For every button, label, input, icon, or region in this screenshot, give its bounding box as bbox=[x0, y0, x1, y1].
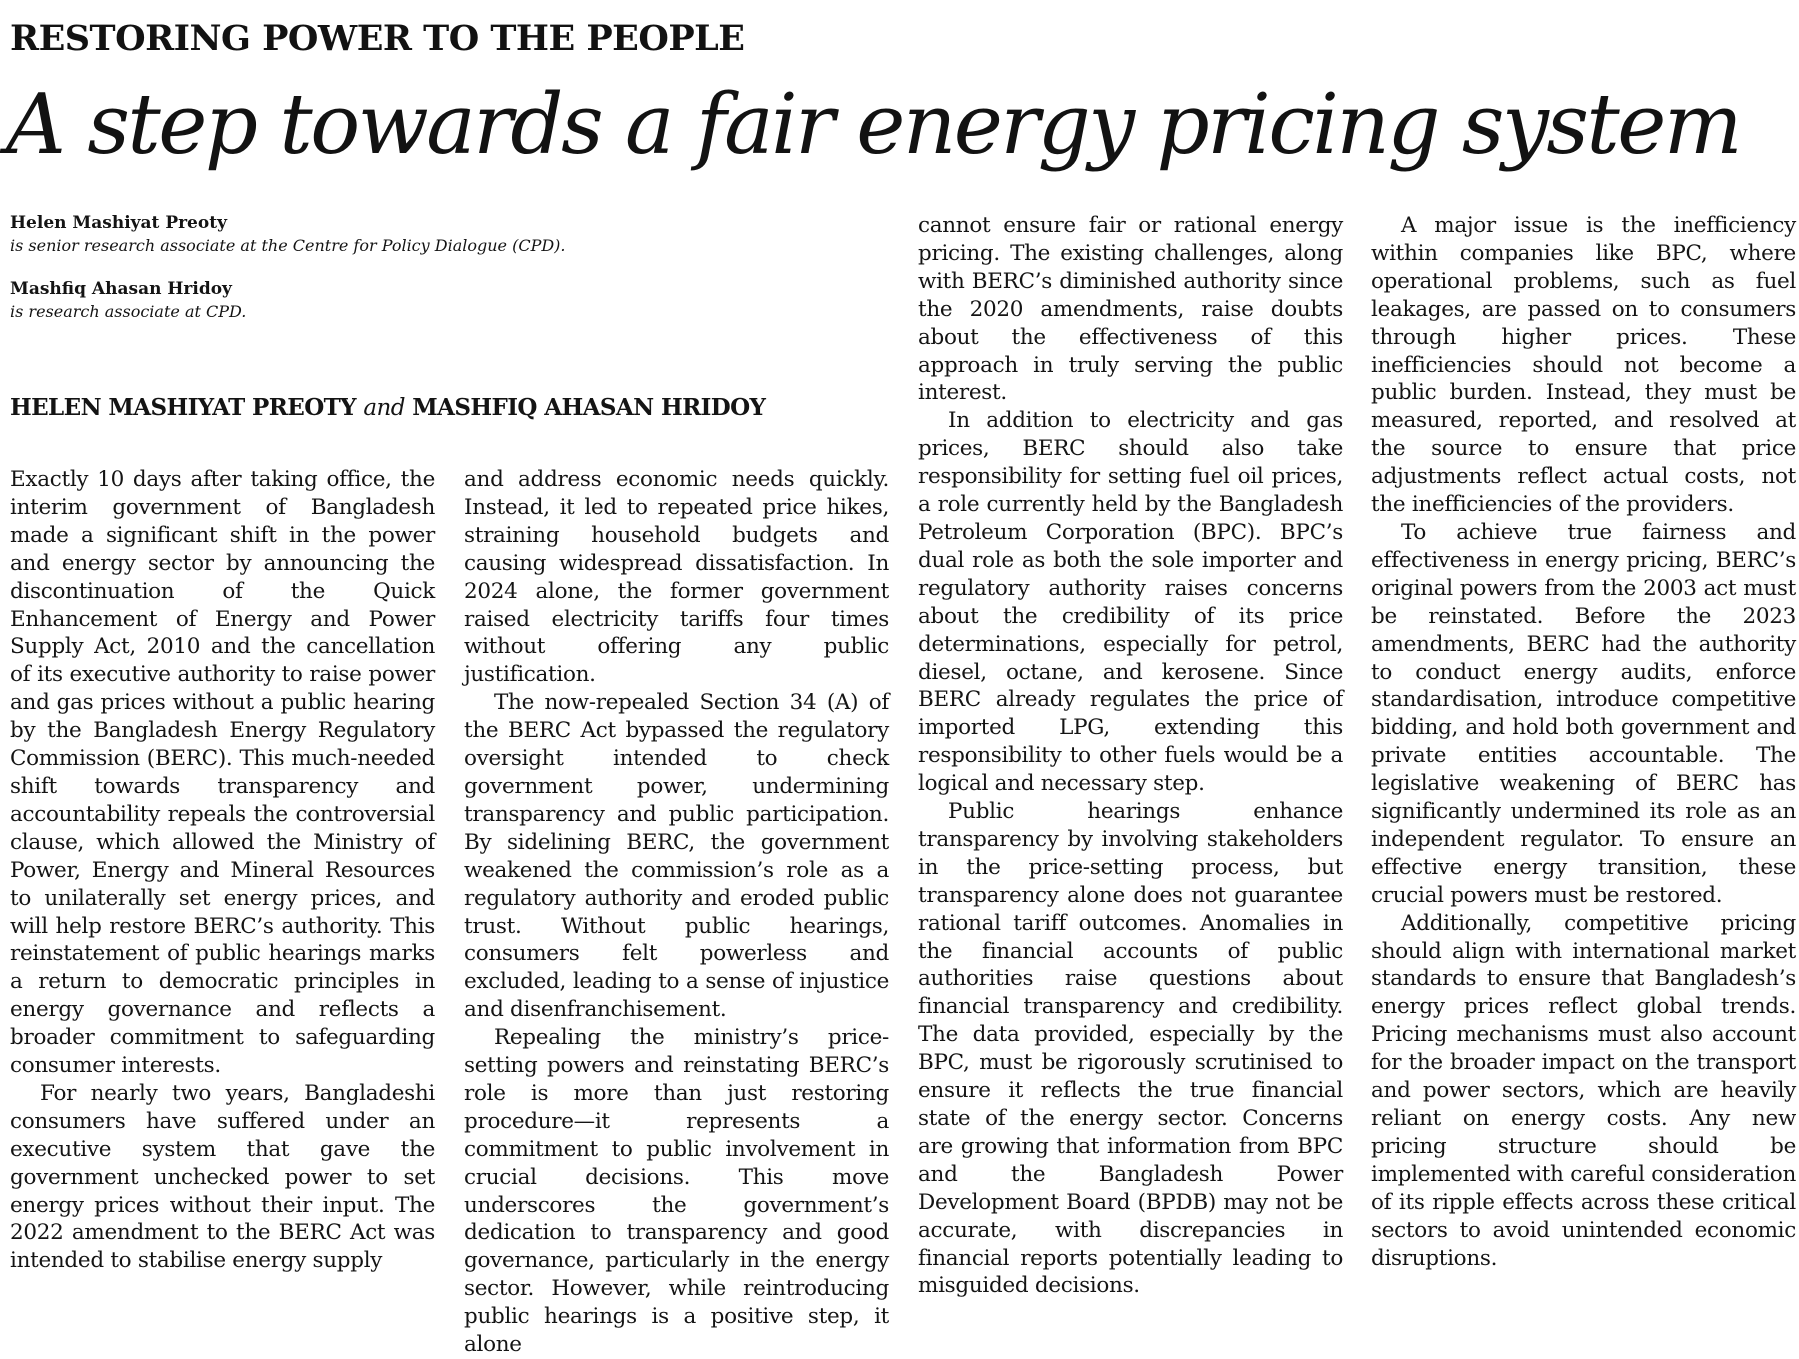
paragraph: Public hearings enhance transparency by involving stakeholders in the price-setting process, but transparency alone does not guarantee rational tariff outcomes. Anomalies in the financial accounts of public authorities raise questions about financial transparency and credibility. The data provided, especially by the BPC, must be rigorously scrutinised to ensure it reflects the true financial state of the energy sector. Concerns are growing that information from BPC and the Bangladesh Power Development Board (BPDB) may not be accurate, with discrepancies in financial reports potentially leading to misguided decisions. bbox=[918, 799, 1343, 1299]
paragraph: Additionally, competitive pricing should align with international market standards to ensure that Bangladesh’s energy prices reflect global trends. Pricing mechanisms must also account for the broader impact on the transport and power sectors, which are heavily reliant on energy costs. Any new pricing structure should be implemented with careful consideration of its ripple effects across these critical sectors to avoid unintended economic disruptions. bbox=[1371, 910, 1796, 1271]
article-column-1 bbox=[10, 466, 435, 1281]
paragraph: To achieve true fairness and effectiveness in energy pricing, BERC’s original powers from the 2003 act must be reinstated. Before the 2023 amendments, BERC had the authority to conduct energy audits, enforce standardisation, introduce competitive bidding, and hold both government and private entities accountable. The legislative weakening of BERC has significantly undermined its role as an independent regulator. To ensure an effective energy transition, these crucial powers must be restored. bbox=[1371, 519, 1796, 908]
paragraph: Repealing the ministry’s price-setting powers and reinstating BERC’s role is more than just restoring procedure—it represents a commitment to public involvement in crucial decisions. This move underscores the government’s dedication to transparency and good governance, particularly in the energy sector. However, while reintroducing public hearings is a positive step, it alone bbox=[464, 1025, 889, 1358]
paragraph: For nearly two years, Bangladeshi consumers have suffered under an executive system that gave the government unchecked power to set energy prices without their input. The 2022 amendment to the BERC Act was intended to stabilise energy supply bbox=[10, 1080, 435, 1274]
byline-author-1: HELEN MASHIYAT PREOTY bbox=[10, 394, 356, 421]
article-column-4 bbox=[1371, 212, 1796, 1281]
paragraph: The now-repealed Section 34 (A) of the BERC Act bypassed the regulatory oversight intended to check government power, undermining transparency and public participation. By sidelining BERC, the government weakened the commission’s role as a regulatory authority and eroded public trust. Without public hearings, consumers felt powerless and excluded, leading to a sense of injustice and disenfranchisement. bbox=[464, 690, 889, 1023]
byline bbox=[10, 394, 765, 421]
author-2-name: Mashfiq Ahasan Hridoy bbox=[10, 279, 232, 299]
article-headline: A step towards a fair energy pricing system bbox=[6, 76, 1741, 173]
author-info bbox=[10, 212, 870, 344]
paragraph: Exactly 10 days after taking office, the interim government of Bangladesh made a significant shift in the power and energy sector by announcing the discontinuation of the Quick Enhancement of Energy and Power Supply Act, 2010 and the cancellation of its executive authority to raise power and gas prices without a public hearing by the Bangladesh Energy Regulatory Commission (BERC). This much-needed shift towards transparency and accountability repeals the controversial clause, which allowed the Ministry of Power, Energy and Mineral Resources to unilaterally set energy prices, and will help restore BERC’s authority. This reinstatement of public hearings marks a return to democratic principles in energy governance and reflects a broader commitment to safeguarding consumer interests. bbox=[10, 467, 435, 1079]
byline-author-2: MASHFIQ AHASAN HRIDOY bbox=[412, 394, 766, 421]
paragraph-continued: and address economic needs quickly. Instead, it led to repeated price hikes, straining household budgets and causing widespread dissatisfaction. In 2024 alone, the former government raised electricity tariffs four times without offering any public justification. bbox=[464, 467, 889, 688]
article-column-3 bbox=[918, 212, 1343, 1299]
paragraph-continued: cannot ensure fair or rational energy pricing. The existing challenges, along with BERC’s diminished authority since the 2020 amendments, raise doubts about the effectiveness of this approach in truly serving the public interest. bbox=[918, 213, 1343, 406]
author-1-role: is senior research associate at the Centre for Policy Dialogue (CPD). bbox=[10, 236, 566, 255]
author-1-name: Helen Mashiyat Preoty bbox=[10, 213, 227, 233]
article-column-2 bbox=[464, 466, 889, 1358]
byline-conjunction: and bbox=[363, 395, 405, 421]
section-kicker: RESTORING POWER TO THE PEOPLE bbox=[10, 18, 745, 59]
author-2-role: is research associate at CPD. bbox=[10, 302, 247, 321]
paragraph: A major issue is the inefficiency within companies like BPC, where operational problems, such as fuel leakages, are passed on to consumers through higher prices. These inefficiencies should not become a public burden. Instead, they must be measured, reported, and resolved at the source to ensure that price adjustments reflect actual costs, not the inefficiencies of the providers. bbox=[1371, 213, 1796, 518]
paragraph: In addition to electricity and gas prices, BERC should also take responsibility for setting fuel oil prices, a role currently held by the Bangladesh Petroleum Corporation (BPC). BPC’s dual role as both the sole importer and regulatory authority raises concerns about the credibility of its price determinations, especially for petrol, diesel, octane, and kerosene. Since BERC already regulates the price of imported LPG, extending this responsibility to other fuels would be a logical and necessary step. bbox=[918, 408, 1343, 797]
